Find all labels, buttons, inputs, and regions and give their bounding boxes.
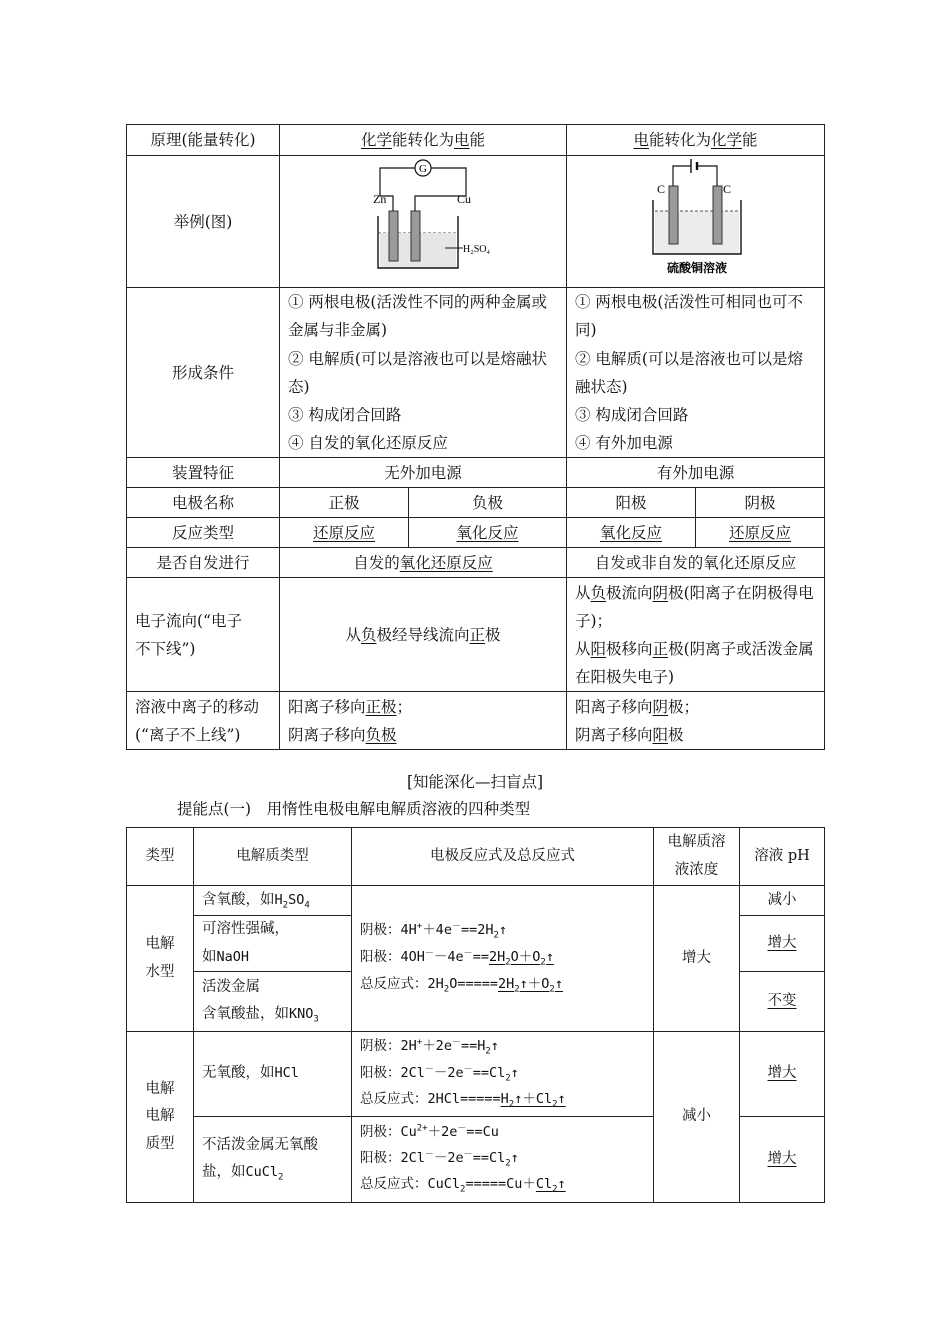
electrolyte-active-metal-salt: 活泼金属 含氧酸盐，如$KNO_3$ xyxy=(194,972,352,1032)
header-electrolyte: 电解质类型 xyxy=(194,828,352,886)
header-reactions: 电极反应式及总反应式 xyxy=(352,828,654,886)
reaction-type-negative: 氧化反应 xyxy=(409,518,567,548)
galvanic-spontaneous: 自发的氧化还原反应 xyxy=(280,548,567,578)
principle-label: 原理(能量转化) xyxy=(127,125,280,156)
reaction-type-label: 反应类型 xyxy=(127,518,280,548)
solution-label: H₂SO₄ xyxy=(463,244,490,255)
galvanic-cell-diagram xyxy=(353,156,493,278)
electrolytic-principle: 电能转化为化学能 xyxy=(567,125,825,156)
right-c-label: C xyxy=(722,182,731,196)
galvanic-principle: 化学能转化为电能 xyxy=(280,125,567,156)
ph-hcl: 增大 xyxy=(740,1032,825,1117)
zn-label: Zn xyxy=(373,192,387,206)
electrolytic-cell-diagram xyxy=(631,156,761,278)
electrochem-comparison-table xyxy=(126,124,825,750)
electrode-positive: 正极 xyxy=(280,488,409,518)
electrolytic-ion-move: 阳离子移向阴极； 阴离子移向阳极 xyxy=(567,692,825,750)
type-electrolyte: 电解 电解 质型 xyxy=(127,1032,194,1203)
ph-strong-base: 增大 xyxy=(740,916,825,972)
electrolytic-electron-flow: 从负极流向阴极(阳离子在阴极得电子)； 从阳极移向正极(阴离子或活泼金属在阳极失电子) xyxy=(567,578,825,692)
ph-cucl2: 增大 xyxy=(740,1117,825,1203)
subsection-title: 提能点(一) 用惰性电极电解电解质溶液的四种类型 xyxy=(177,800,531,818)
spontaneous-label: 是否自发进行 xyxy=(127,548,280,578)
meter-label: G xyxy=(419,163,427,175)
electrolytic-feature: 有外加电源 xyxy=(567,458,825,488)
electrolysis-types-table xyxy=(126,827,825,1203)
cucl2-reactions: 阴极：$Cu^{2+}+2e^-==Cu$ 阳极：$2Cl^--2e^-==Cl_2↑$ 总反应式：$CuCl_2=====Cu+Cl_2↑$ xyxy=(352,1117,654,1203)
electron-flow-label: 电子流向(“电子 不下线”) xyxy=(127,578,280,692)
solution-caption: 硫酸铜溶液 xyxy=(666,261,727,275)
left-c-label: C xyxy=(656,182,665,196)
electrolyte-concentration: 减小 xyxy=(654,1032,740,1203)
galvanic-conditions: ① 两根电极(活泼性不同的两种金属或金属与非金属) ② 电解质(可以是溶液也可以是熔融状态) ③ 构成闭合回路 ④ 自发的氧化还原反应 xyxy=(280,288,567,458)
electrode-anode: 阳极 xyxy=(567,488,696,518)
electrode-name-label: 电极名称 xyxy=(127,488,280,518)
feature-label: 装置特征 xyxy=(127,458,280,488)
galvanic-cell-figure xyxy=(280,156,567,288)
section-title: [知能深化—扫盲点] xyxy=(406,773,544,791)
electrolyte-oxyacid: 含氧酸，如$H_2SO_4$ xyxy=(194,886,352,916)
galvanic-electron-flow: 从负极经导线流向正极 xyxy=(280,578,567,692)
water-reactions: 阴极：$4H^++4e^-==2H_2↑$ 阳极：$4OH^--4e^-==2H_2O+O_2↑$ 总反应式：$2H_2O=====2H_2↑+O_2↑$ xyxy=(352,886,654,1032)
electrolyte-strong-base: 可溶性强碱， 如NaOH xyxy=(194,916,352,972)
header-type: 类型 xyxy=(127,828,194,886)
galvanic-ion-move: 阳离子移向正极； 阴离子移向负极 xyxy=(280,692,567,750)
electrolytic-cell-figure xyxy=(567,156,825,288)
type-water: 电解 水型 xyxy=(127,886,194,1032)
ion-move-label: 溶液中离子的移动 (“离子不上线”) xyxy=(127,692,280,750)
example-label: 举例(图) xyxy=(127,156,280,288)
galvanic-feature: 无外加电源 xyxy=(280,458,567,488)
electrode-cathode: 阴极 xyxy=(696,488,825,518)
ph-oxyacid: 减小 xyxy=(740,886,825,916)
condition-label: 形成条件 xyxy=(127,288,280,458)
electrolytic-conditions: ① 两根电极(活泼性可相同也可不同) ② 电解质(可以是溶液也可以是熔融状态) ③ 构成闭合回路 ④ 有外加电源 xyxy=(567,288,825,458)
header-ph: 溶液 pH xyxy=(740,828,825,886)
reaction-type-anode: 氧化反应 xyxy=(567,518,696,548)
reaction-type-cathode: 还原反应 xyxy=(696,518,825,548)
cu-label: Cu xyxy=(457,192,472,206)
electrolytic-spontaneous: 自发或非自发的氧化还原反应 xyxy=(567,548,825,578)
electrode-negative: 负极 xyxy=(409,488,567,518)
reaction-type-positive: 还原反应 xyxy=(280,518,409,548)
hcl-reactions: 阴极：$2H^++2e^-==H_2↑$ 阳极：$2Cl^--2e^-==Cl_2↑$ 总反应式：$2HCl=====H_2↑+Cl_2↑$ xyxy=(352,1032,654,1117)
water-concentration: 增大 xyxy=(654,886,740,1032)
header-concentration: 电解质溶 液浓度 xyxy=(654,828,740,886)
electrolyte-cucl2: 不活泼金属无氧酸 盐，如CuCl$_2$ xyxy=(194,1117,352,1203)
electrolyte-hcl: 无氧酸，如HCl xyxy=(194,1032,352,1117)
ph-active-metal-salt: 不变 xyxy=(740,972,825,1032)
